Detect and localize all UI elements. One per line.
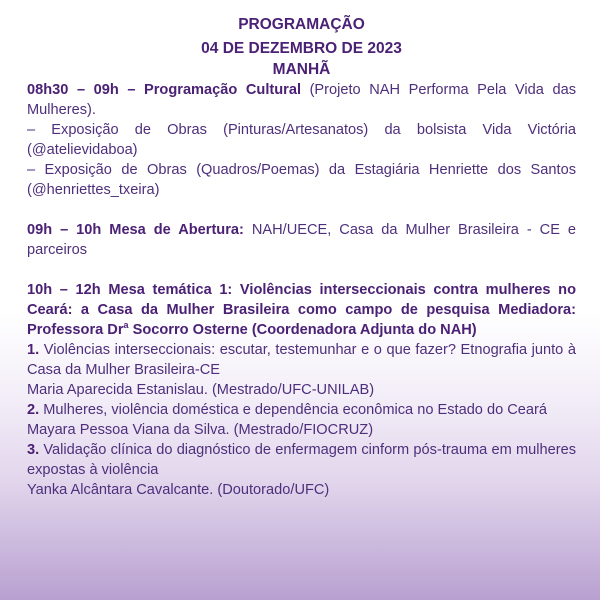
session-thematic-heading-sup: a: [123, 320, 129, 331]
exhibition-item-2: – Exposição de Obras (Quadros/Poemas) da Estagiária Henriette dos Santos (@henriettes_txeira): [27, 162, 576, 198]
session-opening-desc: NAH/UECE, Casa da Mulher Brasileira - CE e parceiros: [27, 222, 577, 258]
talk-3-title: [27, 440, 576, 480]
program-title: PROGRAMAÇÃO: [238, 16, 365, 33]
session-thematic-heading: [27, 280, 576, 340]
session-cultural-title-line: [27, 80, 576, 120]
session-cultural: [27, 80, 576, 200]
talk-3-title-text: Validação clínica do diagnóstico de enfermagem cinform pós-trauma em mulheres expostas à violência: [27, 442, 576, 478]
talk-1-title: [27, 340, 576, 380]
session-opening: [27, 220, 576, 260]
talk-2-number: 2.: [27, 402, 40, 418]
session-opening-time-title: 09h – 10h Mesa de Abertura:: [27, 222, 244, 238]
talk-1-title-text: Violências interseccionais: escutar, testemunhar e o que fazer? Etnografia junto à Casa da Mulher Brasileira-CE: [27, 342, 576, 378]
session-cultural-desc: (Projeto NAH Performa Pela Vida das Mulheres).: [27, 82, 576, 118]
talk-1-speaker: Maria Aparecida Estanislau. (Mestrado/UFC-UNILAB): [27, 382, 375, 398]
talk-3-number: 3.: [27, 442, 40, 458]
talk-1-number: 1.: [27, 342, 40, 358]
talk-2-title-text: Mulheres, violência doméstica e dependência econômica no Estado do Ceará: [39, 402, 548, 418]
session-thematic-heading-end: Socorro Osterne (Coordenadora Adjunta do NAH): [128, 322, 477, 338]
exhibition-item-1: – Exposição de Obras (Pinturas/Artesanatos) da bolsista Vida Victória (@atelievidaboa): [27, 122, 576, 158]
session-cultural-time-title: 08h30 – 09h – Programação Cultural: [27, 82, 301, 98]
talk-2-title: [27, 400, 576, 420]
talk-3-speaker: Yanka Alcântara Cavalcante. (Doutorado/UFC): [27, 482, 330, 498]
program-body: [27, 80, 576, 500]
session-thematic-heading-main: 10h – 12h Mesa temática 1: Violências interseccionais contra mulheres no Ceará: a Casa da Mulher Brasileira como campo de pesquisa Mediadora: Professora Dr: [27, 282, 576, 338]
session-thematic: [27, 280, 576, 500]
program-period: MANHÃ: [272, 61, 331, 78]
program-page: [27, 14, 576, 500]
spacer: [27, 260, 576, 280]
talk-2-speaker: Mayara Pessoa Viana da Silva. (Mestrado/FIOCRUZ): [27, 422, 374, 438]
program-date: 04 DE DEZEMBRO DE 2023: [201, 40, 402, 57]
program-header: [27, 14, 576, 80]
spacer: [27, 200, 576, 220]
